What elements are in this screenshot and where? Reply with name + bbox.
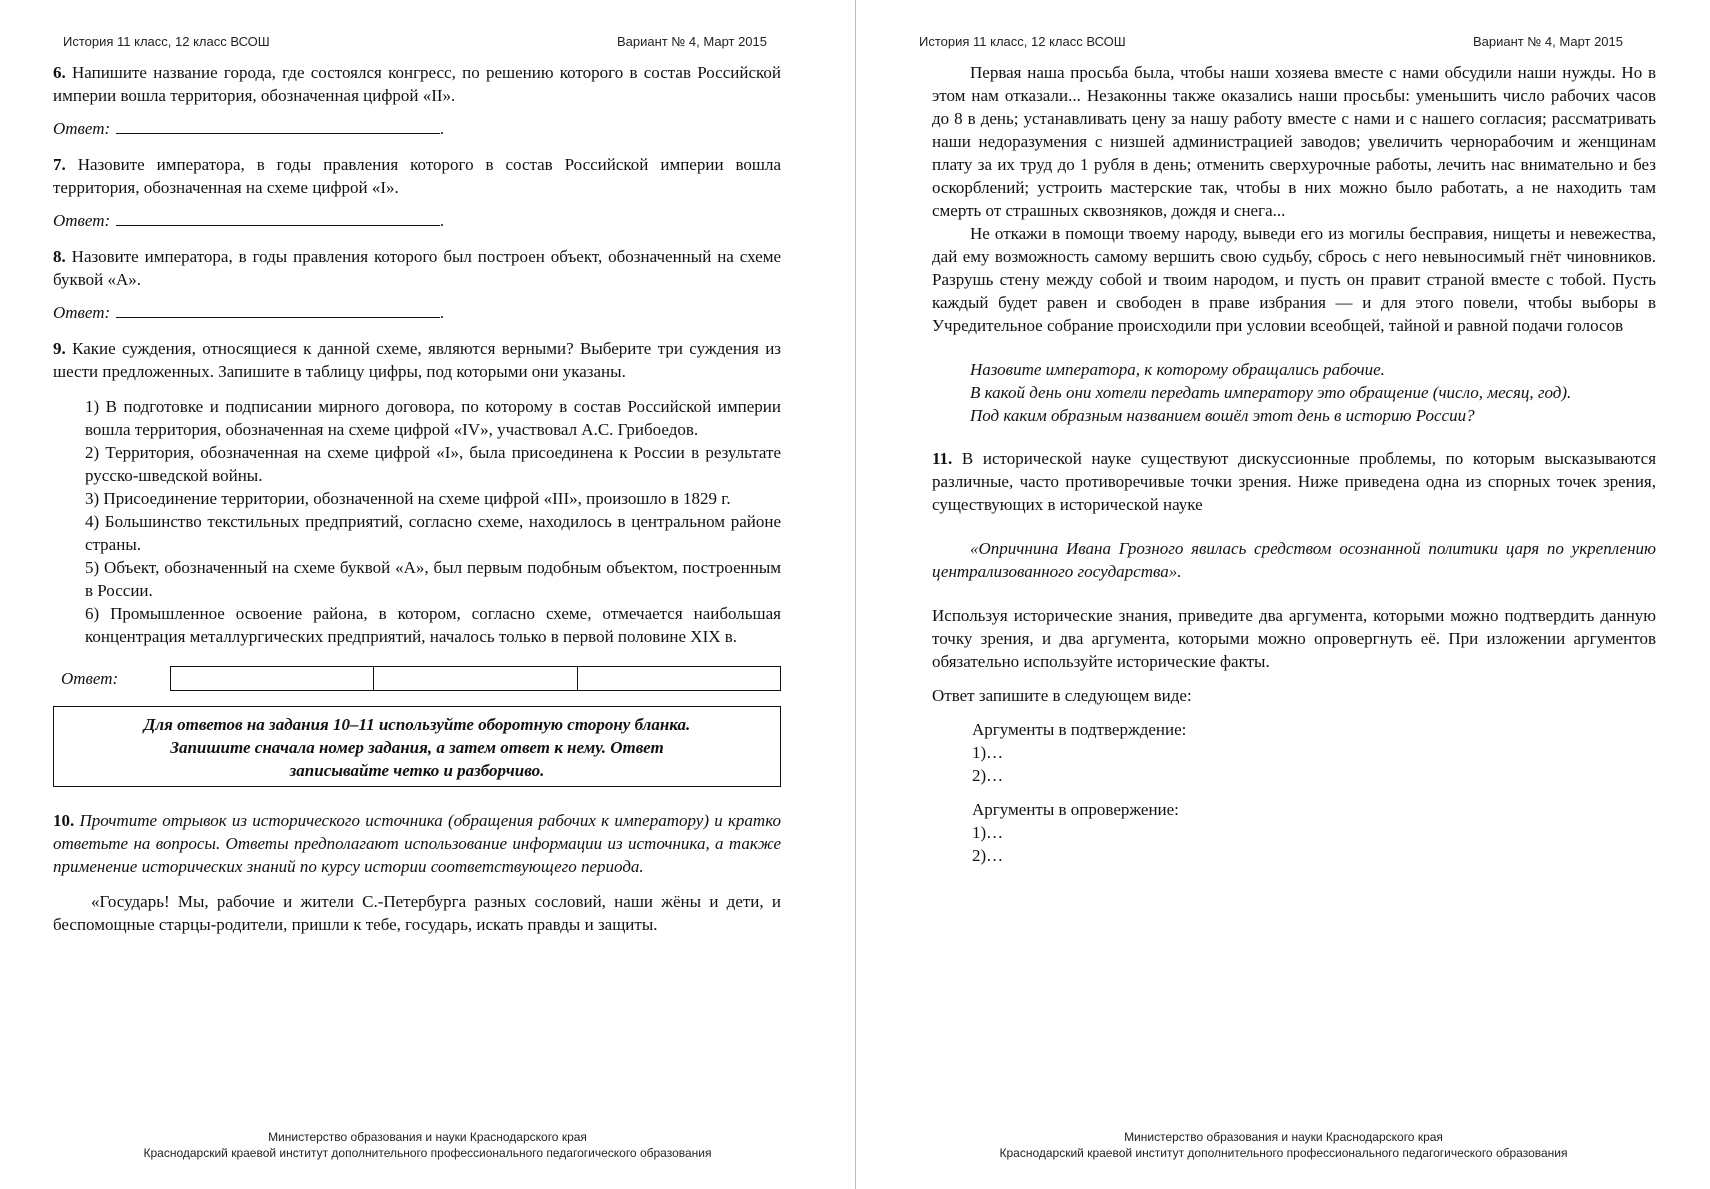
option-2: 2) Территория, обозначенная на схеме цифрой «I», была присоединена к России в результате русско-шведской войны. bbox=[85, 443, 781, 485]
question-7-number: 7. bbox=[53, 155, 66, 174]
refute-item-1: 1)… bbox=[972, 823, 1004, 842]
question-11 bbox=[932, 447, 1656, 516]
question-7 bbox=[53, 153, 781, 199]
answer-label: Ответ: bbox=[53, 211, 111, 230]
question-11-number: 11. bbox=[932, 449, 953, 468]
answer-label: Ответ: bbox=[53, 303, 111, 322]
refute-block bbox=[972, 798, 1656, 867]
refute-item-2: 2)… bbox=[972, 846, 1004, 865]
left-content bbox=[53, 61, 781, 936]
question-6-number: 6. bbox=[53, 63, 66, 82]
option-4: 4) Большинство текстильных предприятий, согласно схеме, находилось в центральном районе страны. bbox=[85, 512, 781, 554]
question-6-answer: Ответ: . bbox=[53, 119, 445, 138]
answer-cell-1[interactable] bbox=[171, 667, 374, 690]
answer-form-intro: Ответ запишите в следующем виде: bbox=[932, 686, 1192, 705]
question-9-answer bbox=[53, 666, 781, 691]
right-content bbox=[932, 61, 1656, 867]
question-11-quote: «Опричнина Ивана Грозного явилась средством осознанной политики царя по укреплению централизованного государства». bbox=[932, 539, 1656, 581]
header-left: История 11 класс, 12 класс ВСОШ bbox=[63, 34, 270, 49]
footer-line-2: Краснодарский краевой институт дополнительного профессионального педагогического образования bbox=[999, 1146, 1568, 1160]
header-right: Вариант № 4, Март 2015 bbox=[1472, 34, 1623, 49]
question-8-answer: Ответ: . bbox=[53, 303, 445, 322]
header-left: История 11 класс, 12 класс ВСОШ bbox=[919, 34, 1126, 49]
question-9 bbox=[53, 337, 781, 383]
prompt-3: Под каким образным названием вошёл этот день в историю России? bbox=[970, 406, 1475, 425]
option-3: 3) Присоединение территории, обозначенной на схеме цифрой «III», произошло в 1829 г. bbox=[85, 489, 731, 508]
question-11-task: Используя исторические знания, приведите два аргумента, которыми можно подтвердить данную точку зрения, и два аргумента, которыми можно опровергнуть её. При изложении аргументов обязательно используйте исторические факты. bbox=[932, 606, 1656, 671]
answer-table bbox=[170, 666, 781, 691]
question-11-text: В исторической науке существуют дискуссионные проблемы, по которым высказываются различные, часто противоречивые точки зрения. Ниже приведена одна из спорных точек зрения, существующих в исторической науке bbox=[932, 449, 1657, 514]
question-8 bbox=[53, 245, 781, 291]
question-6-text: Напишите название города, где состоялся конгресс, по решению которого в состав Российской империи вошла территория, обозначенная цифрой «II». bbox=[53, 63, 782, 105]
instructions-line-2: Запишите сначала номер задания, а затем ответ к нему. Ответ bbox=[170, 738, 664, 757]
answer-field-7[interactable] bbox=[116, 211, 440, 226]
option-5: 5) Объект, обозначенный на схеме буквой «А», был первым подобным объектом, построенным в России. bbox=[85, 558, 781, 600]
question-7-answer: Ответ: . bbox=[53, 211, 445, 230]
header-right: Вариант № 4, Март 2015 bbox=[616, 34, 767, 49]
footer-line-2: Краснодарский краевой институт дополнительного профессионального педагогического образования bbox=[143, 1146, 712, 1160]
confirm-item-2: 2)… bbox=[972, 766, 1004, 785]
question-10-prompts bbox=[970, 358, 1656, 427]
answer-label: Ответ: bbox=[53, 119, 111, 138]
footer-line-1: Министерство образования и науки Краснодарского края bbox=[268, 1130, 587, 1144]
option-6: 6) Промышленное освоение района, в котором, согласно схеме, отмечается наибольшая концентрация металлургических предприятий, началось только в первой половине XIX в. bbox=[85, 604, 781, 646]
refute-heading: Аргументы в опровержение: bbox=[972, 800, 1179, 819]
question-9-text: Какие суждения, относящиеся к данной схеме, являются верными? Выберите три суждения из шести предложенных. Запишите в таблицу цифры, под которыми они указаны. bbox=[53, 339, 782, 381]
source-paragraph-1: «Государь! Мы, рабочие и жители С.-Петербурга разных сословий, наши жёны и дети, и беспомощные старцы-родители, пришли к тебе, государь, искать правды и защиты. bbox=[53, 892, 781, 934]
answer-cell-2[interactable] bbox=[374, 667, 577, 690]
answer-field-6[interactable] bbox=[116, 119, 440, 134]
prompt-2: В какой день они хотели передать императору это обращение (число, месяц, год). bbox=[970, 383, 1572, 402]
question-9-number: 9. bbox=[53, 339, 66, 358]
confirm-item-1: 1)… bbox=[972, 743, 1004, 762]
question-6 bbox=[53, 61, 781, 107]
source-paragraph-3: Не откажи в помощи твоему народу, выведи его из могилы бесправия, нищеты и невежества, дай ему возможность самому вершить свою судьбу, сбрось с него невыносимый гнёт чиновников. Разрушь стену между собой и твоим народом, и пусть он правит страной вместе с тобой. Пусть каждый будет равен и свободен в праве избрания — и для этого повели, чтобы выборы в Учредительное собрание происходили при условии всеобщей, тайной и равной подачи голосов bbox=[932, 224, 1656, 335]
instructions-line-1: Для ответов на задания 10–11 используйте оборотную сторону бланка. bbox=[143, 715, 691, 734]
answer-cell-3[interactable] bbox=[578, 667, 780, 690]
question-9-options bbox=[85, 395, 781, 648]
option-1: 1) В подготовке и подписании мирного договора, по которому в состав Российской империи вошла территория, обозначенная на схеме цифрой «IV», участвовал А.С. Грибоедов. bbox=[85, 397, 781, 439]
instructions-box bbox=[53, 706, 781, 787]
prompt-1: Назовите императора, к которому обращались рабочие. bbox=[970, 360, 1385, 379]
source-paragraph-2: Первая наша просьба была, чтобы наши хозяева вместе с нами обсудили наши нужды. Но в этом нам отказали... Незаконны также оказались наши просьбы: уменьшить число рабочих часов до 8 в день; устанавливать цену за нашу работу вместе с нами и с нашего согласия; рассматривать наши недоразумения с низшей администрацией заводов; увеличить чернорабочим и женщинам плату за их труд до 1 рубля в день; отменить сверхурочные работы, лечить нас внимательно и без оскорблений; устроить мастерские так, чтобы в них можно было работать, а не находить там смерть от страшных сквозняков, дождя и снега... bbox=[932, 63, 1656, 220]
question-7-text: Назовите императора, в годы правления которого в состав Российской империи вошла территория, обозначенная на схеме цифрой «I». bbox=[53, 155, 782, 197]
confirm-block bbox=[972, 718, 1656, 787]
question-8-number: 8. bbox=[53, 247, 66, 266]
confirm-heading: Аргументы в подтверждение: bbox=[972, 720, 1187, 739]
footer-line-1: Министерство образования и науки Краснодарского края bbox=[1124, 1130, 1443, 1144]
answer-field-8[interactable] bbox=[116, 303, 440, 318]
answer-label: Ответ: bbox=[61, 669, 119, 688]
question-10-task: Прочтите отрывок из исторического источника (обращения рабочих к императору) и кратко ответьте на вопросы. Ответы предполагают использование информации из источника, а также применение исторических знаний по курсу истории соответствующего периода. bbox=[53, 811, 782, 876]
question-8-text: Назовите императора, в годы правления которого был построен объект, обозначенный на схеме буквой «А». bbox=[53, 247, 782, 289]
question-10 bbox=[53, 809, 781, 878]
instructions-line-3: записывайте четко и разборчиво. bbox=[289, 761, 545, 780]
page-right bbox=[856, 0, 1710, 1189]
question-10-number: 10. bbox=[53, 811, 75, 830]
